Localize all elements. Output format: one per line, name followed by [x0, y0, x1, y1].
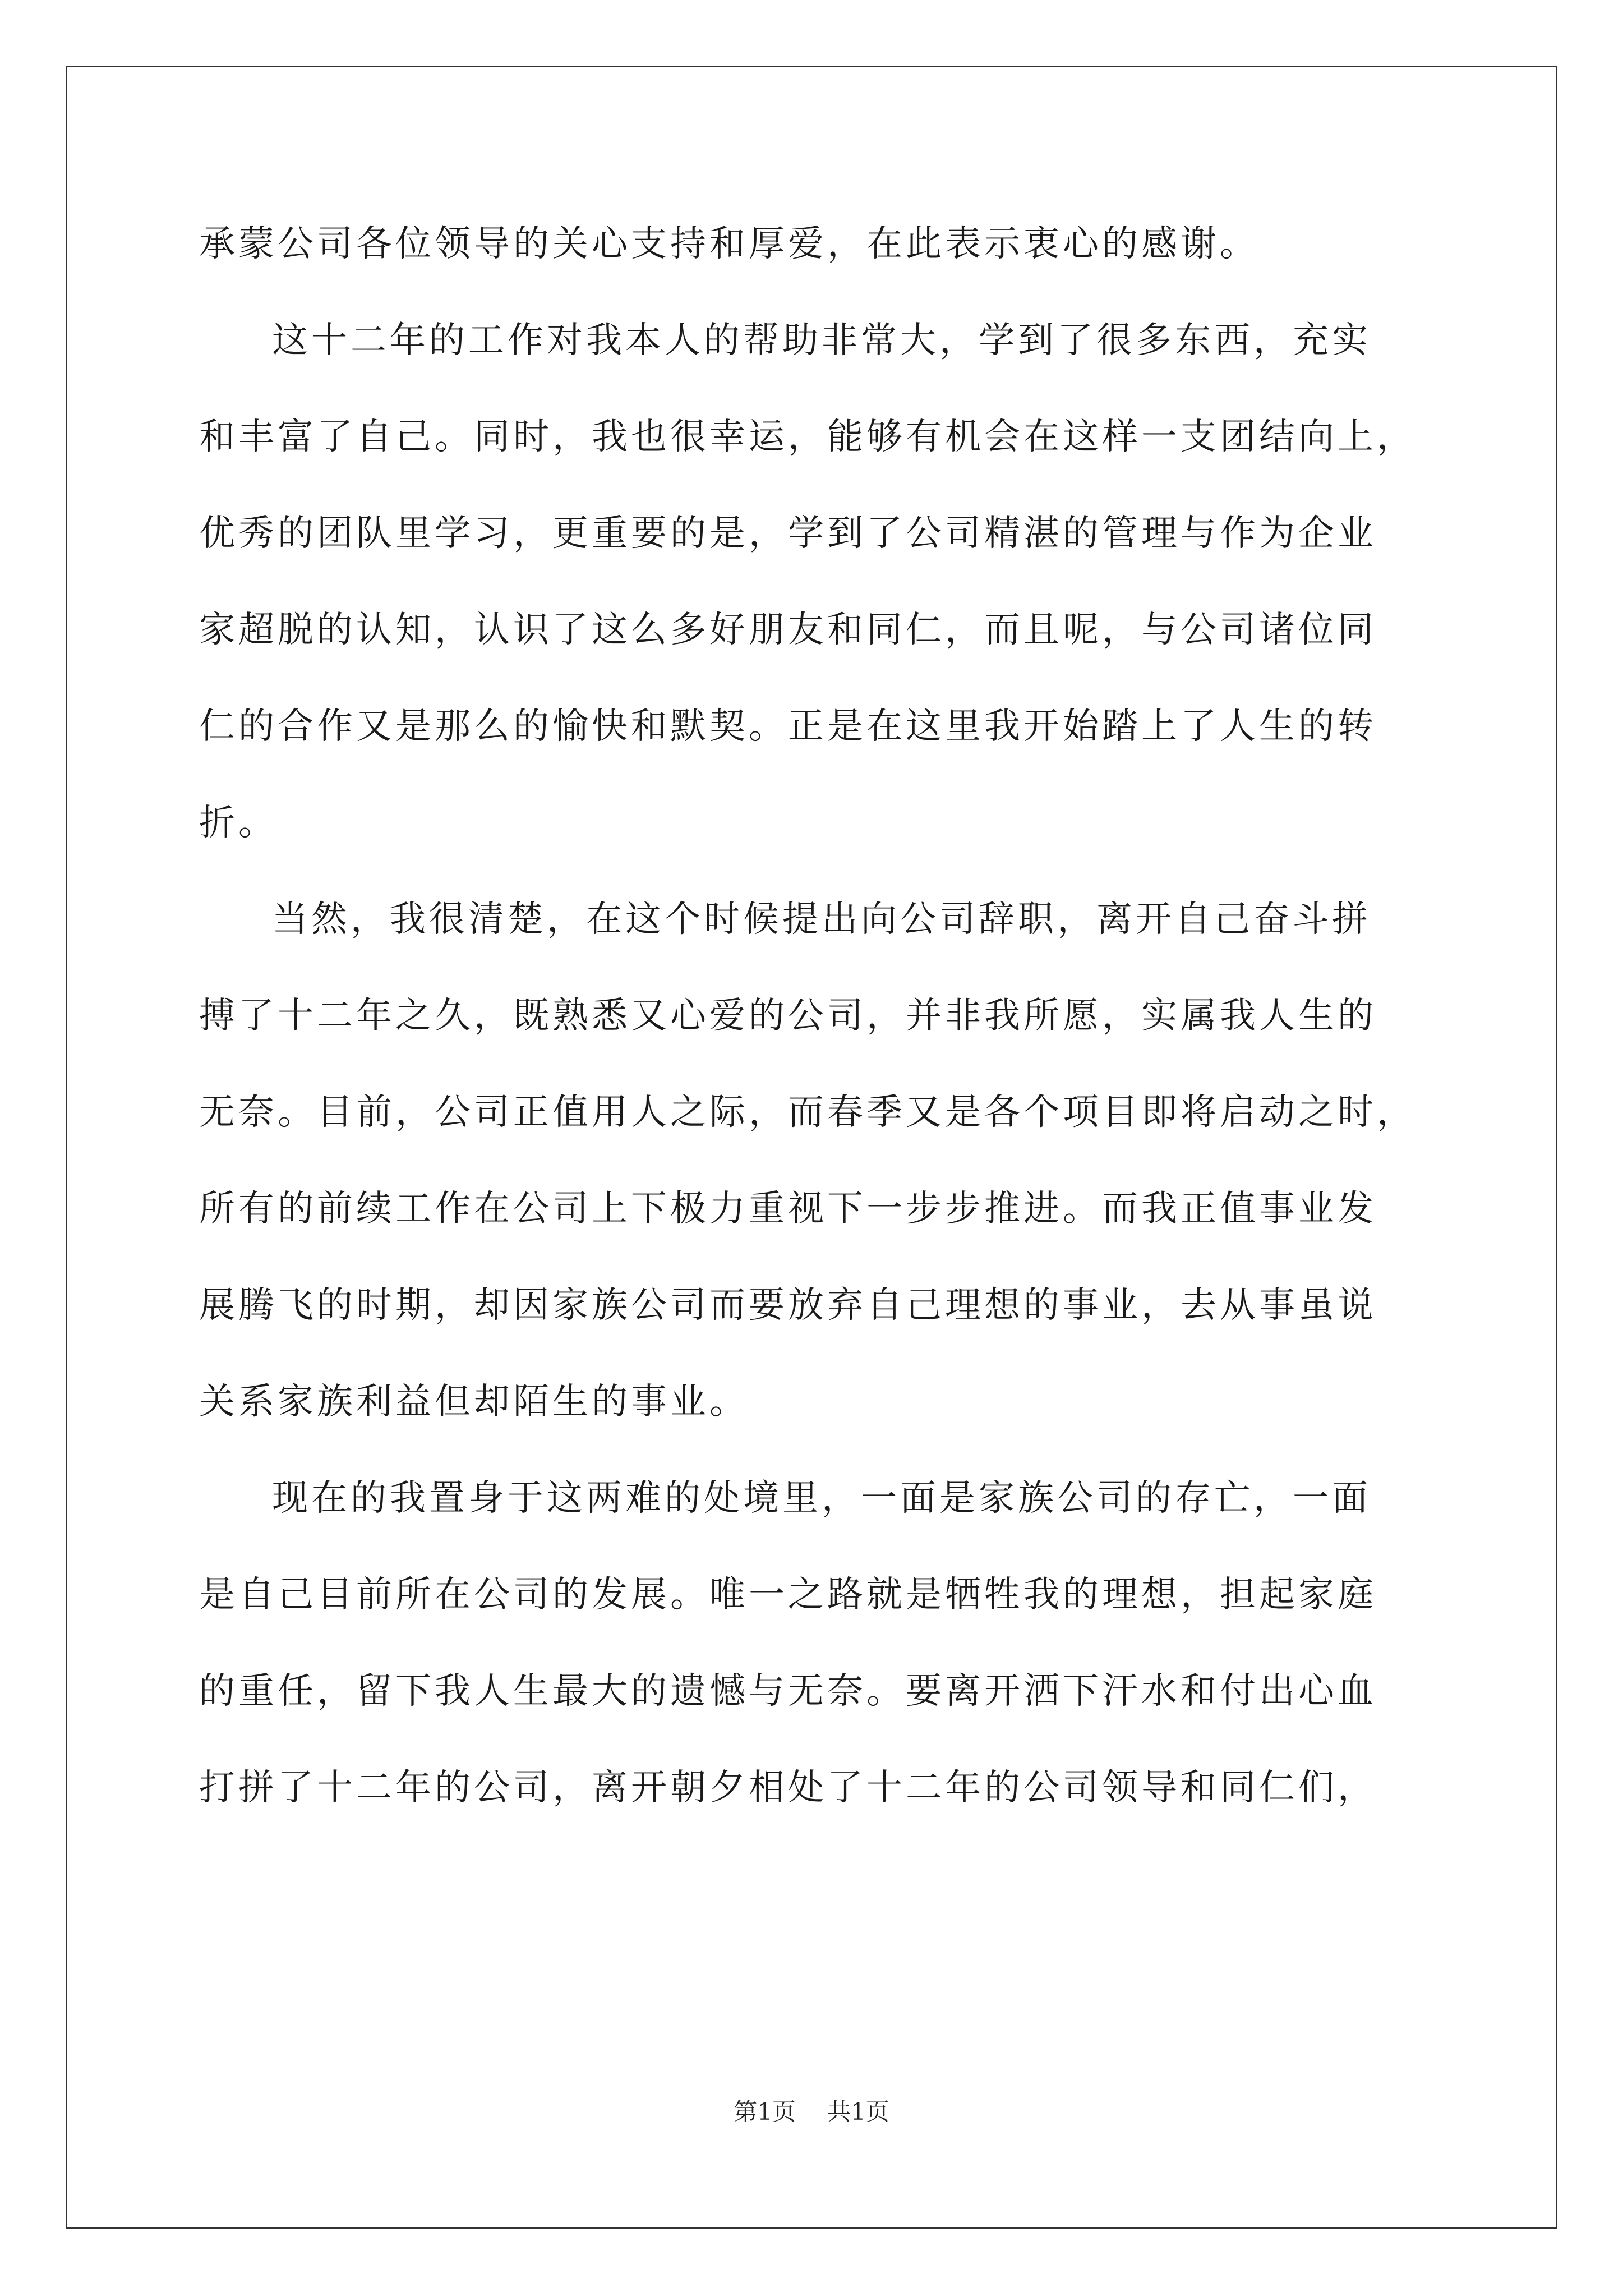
text-line-1: 承蒙公司各位领导的关心支持和厚爱，在此表示衷心的感谢。: [199, 223, 1259, 265]
text-line-3: 和丰富了自己。同时，我也很幸运，能够有机会在这样一支团结向上，: [199, 416, 1416, 458]
text-line-15: 是自己目前所在公司的发展。唯一之路就是牺牲我的理想，担起家庭: [199, 1574, 1377, 1616]
text-line-4: 优秀的团队里学习，更重要的是，学到了公司精湛的管理与作为企业: [199, 513, 1377, 554]
text-line-8: 当然，我很清楚，在这个时候提出向公司辞职，离开自己奋斗拼: [272, 899, 1371, 940]
page-number-total: 共1页: [827, 2098, 889, 2125]
text-line-2: 这十二年的工作对我本人的帮助非常大，学到了很多东西，充实: [272, 320, 1371, 361]
text-line-6: 仁的合作又是那么的愉快和默契。正是在这里我开始踏上了人生的转: [199, 706, 1377, 747]
text-line-16: 的重任，留下我人生最大的遗憾与无奈。要离开洒下汗水和付出心血: [199, 1671, 1377, 1712]
text-line-9: 搏了十二年之久，既熟悉又心爱的公司，并非我所愿，实属我人生的: [199, 995, 1377, 1037]
page-footer: [0, 2093, 1623, 2127]
text-line-10: 无奈。目前，公司正值用人之际，而春季又是各个项目即将启动之时，: [199, 1092, 1416, 1133]
text-line-12: 展腾飞的时期，却因家族公司而要放弃自己理想的事业，去从事虽说: [199, 1285, 1377, 1326]
text-line-11: 所有的前续工作在公司上下极力重视下一步步推进。而我正值事业发: [199, 1188, 1377, 1230]
text-line-5: 家超脱的认知，认识了这么多好朋友和同仁，而且呢，与公司诸位同: [199, 609, 1377, 651]
text-line-14: 现在的我置身于这两难的处境里，一面是家族公司的存亡，一面: [272, 1478, 1371, 1519]
text-line-7: 折。: [199, 802, 278, 844]
text-line-17: 打拼了十二年的公司，离开朝夕相处了十二年的公司领导和同仁们，: [199, 1767, 1377, 1809]
page-number-current: 第1页: [734, 2098, 796, 2125]
text-line-13: 关系家族利益但却陌生的事业。: [199, 1381, 749, 1423]
document-body: [199, 210, 1433, 1851]
